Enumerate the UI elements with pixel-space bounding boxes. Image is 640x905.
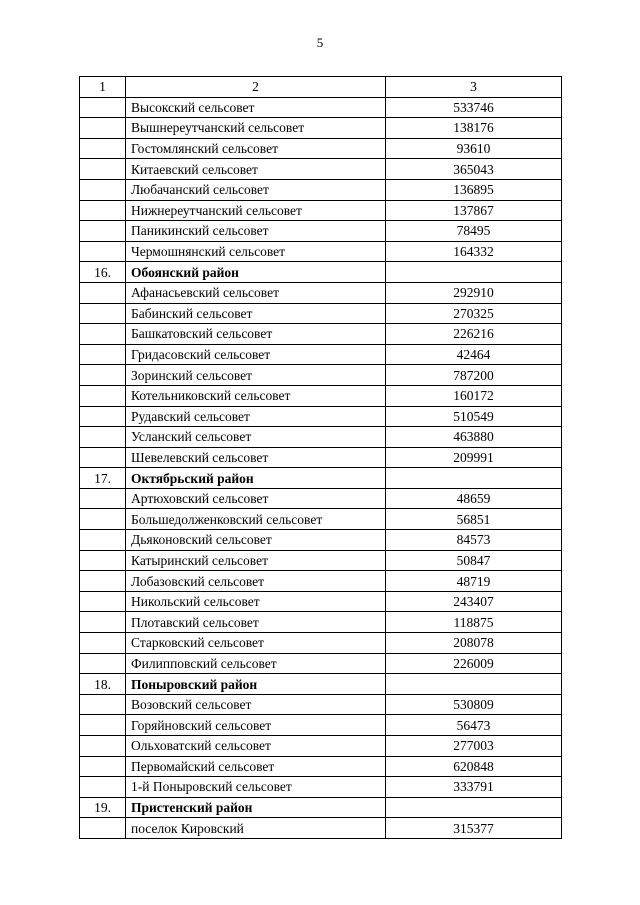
table-row — [80, 221, 562, 242]
amount-value: 42464 — [386, 344, 562, 365]
table-row — [80, 303, 562, 324]
row-number — [80, 324, 126, 345]
council-name: Гостомлянский сельсовет — [126, 138, 386, 159]
table-row — [80, 344, 562, 365]
amount-value: 164332 — [386, 241, 562, 262]
row-number — [80, 282, 126, 303]
row-number — [80, 344, 126, 365]
row-number — [80, 138, 126, 159]
column-header-name: 2 — [126, 77, 386, 98]
row-number — [80, 694, 126, 715]
council-name: Зоринский сельсовет — [126, 365, 386, 386]
amount-value — [386, 262, 562, 283]
row-number — [80, 241, 126, 262]
amount-value: 50847 — [386, 550, 562, 571]
council-name: Бабинский сельсовет — [126, 303, 386, 324]
amount-value: 118875 — [386, 612, 562, 633]
amount-value: 48719 — [386, 571, 562, 592]
row-number: 19. — [80, 797, 126, 818]
table-row — [80, 138, 562, 159]
council-name: Никольский сельсовет — [126, 591, 386, 612]
row-number — [80, 530, 126, 551]
row-number — [80, 550, 126, 571]
table-row — [80, 530, 562, 551]
amount-value — [386, 797, 562, 818]
amount-value: 315377 — [386, 818, 562, 839]
amount-value: 208078 — [386, 633, 562, 654]
table-row — [80, 324, 562, 345]
row-number — [80, 653, 126, 674]
amount-value: 138176 — [386, 118, 562, 139]
table-row — [80, 97, 562, 118]
amount-value — [386, 468, 562, 489]
amount-value: 277003 — [386, 736, 562, 757]
table-row — [80, 591, 562, 612]
table-row — [80, 406, 562, 427]
row-number — [80, 200, 126, 221]
row-number — [80, 365, 126, 386]
council-name: Возовский сельсовет — [126, 694, 386, 715]
row-number: 17. — [80, 468, 126, 489]
row-number — [80, 159, 126, 180]
row-number — [80, 406, 126, 427]
council-name: Ольховатский сельсовет — [126, 736, 386, 757]
row-number — [80, 818, 126, 839]
row-number — [80, 777, 126, 798]
row-number — [80, 571, 126, 592]
council-name: Катыринский сельсовет — [126, 550, 386, 571]
table-row — [80, 488, 562, 509]
row-number — [80, 385, 126, 406]
table-row — [80, 571, 562, 592]
council-name: Любачанский сельсовет — [126, 179, 386, 200]
row-number — [80, 303, 126, 324]
amount-value: 209991 — [386, 447, 562, 468]
table-row — [80, 653, 562, 674]
council-name: Гридасовский сельсовет — [126, 344, 386, 365]
council-name: Старковский сельсовет — [126, 633, 386, 654]
council-name: Большедолженковский сельсовет — [126, 509, 386, 530]
row-number — [80, 612, 126, 633]
row-number — [80, 756, 126, 777]
council-name: Афанасьевский сельсовет — [126, 282, 386, 303]
district-name: Поныровский район — [126, 674, 386, 695]
row-number — [80, 221, 126, 242]
amount-value: 243407 — [386, 591, 562, 612]
council-name: Филипповский сельсовет — [126, 653, 386, 674]
council-name: Шевелевский сельсовет — [126, 447, 386, 468]
district-row — [80, 797, 562, 818]
allocation-table — [79, 76, 562, 839]
amount-value: 48659 — [386, 488, 562, 509]
council-name: Паникинский сельсовет — [126, 221, 386, 242]
council-name: Котельниковский сельсовет — [126, 385, 386, 406]
row-number — [80, 736, 126, 757]
table-row — [80, 365, 562, 386]
table-row — [80, 427, 562, 448]
column-header-number: 1 — [80, 77, 126, 98]
amount-value: 292910 — [386, 282, 562, 303]
council-name: Рудавский сельсовет — [126, 406, 386, 427]
table-row — [80, 179, 562, 200]
amount-value: 333791 — [386, 777, 562, 798]
table-row — [80, 200, 562, 221]
district-row — [80, 468, 562, 489]
row-number — [80, 591, 126, 612]
amount-value: 620848 — [386, 756, 562, 777]
council-name: 1-й Поныровский сельсовет — [126, 777, 386, 798]
council-name: Вышнереутчанский сельсовет — [126, 118, 386, 139]
amount-value: 136895 — [386, 179, 562, 200]
council-name: Плотавский сельсовет — [126, 612, 386, 633]
council-name: Башкатовский сельсовет — [126, 324, 386, 345]
table-row — [80, 612, 562, 633]
table-row — [80, 694, 562, 715]
row-number: 18. — [80, 674, 126, 695]
amount-value: 137867 — [386, 200, 562, 221]
row-number — [80, 97, 126, 118]
table-header-row — [80, 77, 562, 98]
table-row — [80, 159, 562, 180]
row-number — [80, 179, 126, 200]
row-number — [80, 633, 126, 654]
table-row — [80, 736, 562, 757]
table-row — [80, 385, 562, 406]
amount-value: 365043 — [386, 159, 562, 180]
row-number — [80, 509, 126, 530]
council-name: Первомайский сельсовет — [126, 756, 386, 777]
row-number — [80, 427, 126, 448]
column-header-value: 3 — [386, 77, 562, 98]
amount-value: 56851 — [386, 509, 562, 530]
district-name: Пристенский район — [126, 797, 386, 818]
council-name: Китаевский сельсовет — [126, 159, 386, 180]
district-name: Октябрьский район — [126, 468, 386, 489]
council-name: Артюховский сельсовет — [126, 488, 386, 509]
table-row — [80, 118, 562, 139]
amount-value: 226216 — [386, 324, 562, 345]
table-row — [80, 550, 562, 571]
table-row — [80, 756, 562, 777]
amount-value: 787200 — [386, 365, 562, 386]
page-number: 5 — [316, 35, 324, 50]
table-row — [80, 282, 562, 303]
council-name: Высокский сельсовет — [126, 97, 386, 118]
row-number — [80, 488, 126, 509]
table-row — [80, 241, 562, 262]
council-name: Чермошнянский сельсовет — [126, 241, 386, 262]
district-name: Обоянский район — [126, 262, 386, 283]
row-number — [80, 447, 126, 468]
table-row — [80, 509, 562, 530]
table-row — [80, 777, 562, 798]
council-name: поселок Кировский — [126, 818, 386, 839]
row-number — [80, 715, 126, 736]
council-name: Усланский сельсовет — [126, 427, 386, 448]
amount-value: 84573 — [386, 530, 562, 551]
row-number — [80, 118, 126, 139]
table-row — [80, 633, 562, 654]
amount-value: 510549 — [386, 406, 562, 427]
table-row — [80, 715, 562, 736]
district-row — [80, 674, 562, 695]
council-name: Нижнереутчанский сельсовет — [126, 200, 386, 221]
council-name: Горяйновский сельсовет — [126, 715, 386, 736]
amount-value: 533746 — [386, 97, 562, 118]
amount-value: 93610 — [386, 138, 562, 159]
council-name: Дьяконовский сельсовет — [126, 530, 386, 551]
amount-value: 78495 — [386, 221, 562, 242]
table-row — [80, 447, 562, 468]
table-row — [80, 818, 562, 839]
council-name: Лобазовский сельсовет — [126, 571, 386, 592]
amount-value: 226009 — [386, 653, 562, 674]
amount-value — [386, 674, 562, 695]
amount-value: 56473 — [386, 715, 562, 736]
amount-value: 160172 — [386, 385, 562, 406]
amount-value: 270325 — [386, 303, 562, 324]
amount-value: 530809 — [386, 694, 562, 715]
amount-value: 463880 — [386, 427, 562, 448]
row-number: 16. — [80, 262, 126, 283]
district-row — [80, 262, 562, 283]
